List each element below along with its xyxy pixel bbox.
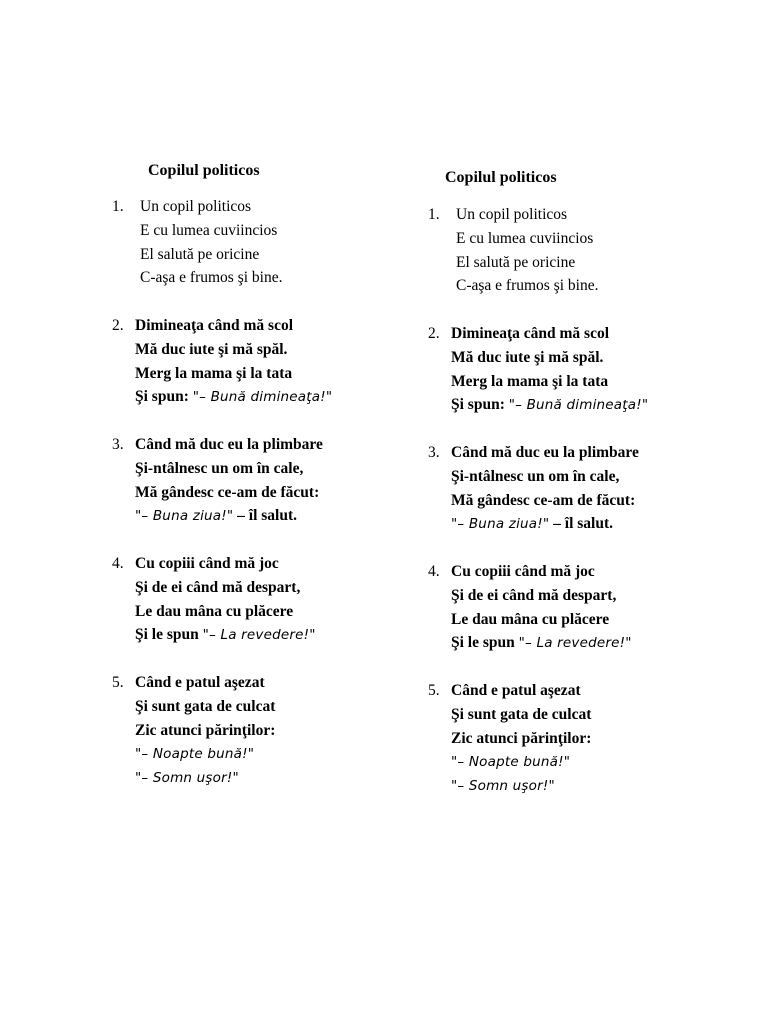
poem-line: Dimineaţa când mă scol <box>451 324 610 342</box>
poem-line: Şi de ei când mă despart, <box>451 586 617 604</box>
stanza-2 <box>428 322 758 417</box>
poem-line: C-aşa e frumos şi bine. <box>140 269 283 287</box>
poem-line <box>112 766 442 790</box>
stanza-3 <box>112 433 442 528</box>
spoken-quote: "– Somn uşor!" <box>135 770 239 787</box>
spoken-quote: "– Buna ziua!" <box>451 516 550 533</box>
spoken-quote: "– Somn uşor!" <box>451 778 555 795</box>
poem-line: Cu copiii când mă joc <box>451 562 595 580</box>
poem-line: El salută pe oricine <box>456 253 576 271</box>
poem-line: C-aşa e frumos şi bine. <box>456 277 599 295</box>
poem-line: Cu copiii când mă joc <box>135 554 279 572</box>
spoken-quote: "– Buna ziua!" <box>135 508 234 525</box>
poem-line <box>112 385 442 409</box>
line-lead: Şi le spun <box>451 634 515 652</box>
poem-line: Mă duc iute şi mă spăl. <box>451 348 604 366</box>
poem-line: El salută pe oricine <box>140 245 260 263</box>
poem-line: E cu lumea cuviincios <box>456 229 594 247</box>
poem-line <box>112 742 442 766</box>
stanza-number: 5. <box>112 673 124 691</box>
poem-title: Copilul politicos <box>148 162 260 179</box>
poem-line: Şi de ei când mă despart, <box>135 578 301 596</box>
poem-line: Mă gândesc ce-am de făcut: <box>451 491 636 509</box>
poem-line: Şi sunt gata de culcat <box>135 697 276 715</box>
poem-line <box>428 631 758 655</box>
line-lead: Şi spun: <box>451 396 505 414</box>
stanza-1 <box>112 195 442 290</box>
stanza-1 <box>428 203 758 298</box>
line-lead: Şi spun: <box>135 388 189 406</box>
spoken-quote: "– La revedere!" <box>202 627 316 644</box>
spoken-quote: "– Bună dimineaţa!" <box>508 397 649 414</box>
spoken-quote: "– Noapte bună!" <box>135 746 255 763</box>
stanza-number: 3. <box>112 435 124 453</box>
poem-line <box>428 393 758 417</box>
line-tail: – îl salut. <box>549 515 614 533</box>
poem-title: Copilul politicos <box>445 169 557 186</box>
poem-column-left <box>112 160 442 814</box>
spoken-quote: "– Noapte bună!" <box>451 754 571 771</box>
line-lead: Şi le spun <box>135 626 199 644</box>
poem-column-right <box>428 167 758 822</box>
poem-line <box>428 774 758 798</box>
stanza-4 <box>428 560 758 655</box>
poem-line: Când e patul aşezat <box>451 681 581 699</box>
poem-line: Şi-ntâlnesc un om în cale, <box>451 467 620 485</box>
stanza-number: 2. <box>428 324 440 342</box>
poem-line: Le dau mâna cu plăcere <box>451 610 610 628</box>
stanza-number: 5. <box>428 681 440 699</box>
poem-line <box>428 750 758 774</box>
poem-line: Şi-ntâlnesc un om în cale, <box>135 459 304 477</box>
poem-line: Mă duc iute şi mă spăl. <box>135 340 288 358</box>
poem-line: Merg la mama şi la tata <box>135 364 293 382</box>
poem-line: Zic atunci părinţilor: <box>135 721 276 739</box>
stanza-number: 2. <box>112 316 124 334</box>
stanza-number: 1. <box>428 206 440 223</box>
poem-line <box>112 623 442 647</box>
poem-line: Le dau mâna cu plăcere <box>135 602 294 620</box>
poem-line: Când e patul aşezat <box>135 673 265 691</box>
stanza-number: 4. <box>112 554 124 572</box>
poem-line: Merg la mama şi la tata <box>451 372 609 390</box>
stanza-number: 1. <box>112 198 124 215</box>
poem-line <box>428 512 758 536</box>
poem-line: E cu lumea cuviincios <box>140 221 278 239</box>
stanza-number: 4. <box>428 562 440 580</box>
spoken-quote: "– La revedere!" <box>518 635 632 652</box>
poem-line: Dimineaţa când mă scol <box>135 316 294 334</box>
stanza-2 <box>112 314 442 409</box>
stanza-5 <box>428 679 758 798</box>
spoken-quote: "– Bună dimineaţa!" <box>192 389 333 406</box>
poem-line: Mă gândesc ce-am de făcut: <box>135 483 320 501</box>
poem-line: Un copil politicos <box>140 198 252 215</box>
stanza-5 <box>112 671 442 790</box>
poem-line <box>112 504 442 528</box>
poem-line: Şi sunt gata de culcat <box>451 705 592 723</box>
poem-line: Zic atunci părinţilor: <box>451 729 592 747</box>
line-tail: – îl salut. <box>233 507 298 525</box>
poem-line: Un copil politicos <box>456 206 568 223</box>
stanza-4 <box>112 552 442 647</box>
stanza-number: 3. <box>428 443 440 461</box>
poem-line: Când mă duc eu la plimbare <box>135 435 323 453</box>
poem-line: Când mă duc eu la plimbare <box>451 443 639 461</box>
stanza-3 <box>428 441 758 536</box>
